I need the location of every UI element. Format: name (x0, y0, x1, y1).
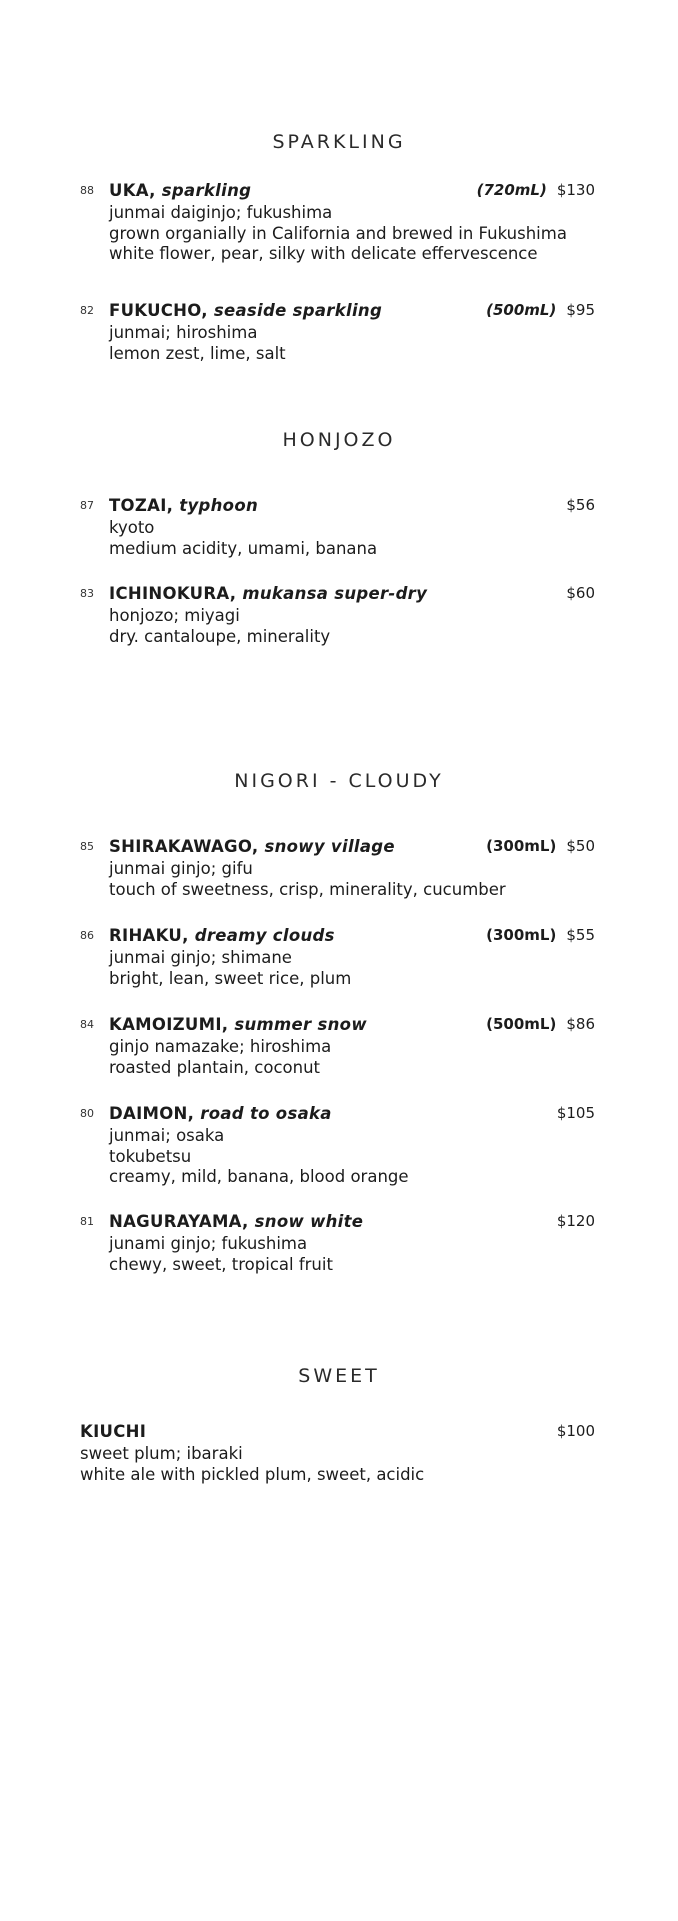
item-detail: tokubetsu (109, 1146, 192, 1166)
item-index: 87 (80, 499, 94, 512)
section-title-sweet: SWEET (298, 1365, 380, 1387)
item-size: (300mL) (486, 926, 557, 944)
item-price: $95 (566, 301, 595, 319)
menu-item-fukucho (80, 301, 595, 364)
item-tagline: road to osaka (200, 1104, 332, 1123)
item-detail: junmai ginjo; shimane (109, 948, 292, 967)
item-name: ICHINOKURA, mukansa super-dry (109, 584, 428, 603)
item-index: 81 (80, 1215, 94, 1228)
item-detail: junmai; hiroshima (109, 323, 258, 342)
item-name: SHIRAKAWAGO, snowy village (109, 837, 395, 856)
item-detail: junmai; osaka (109, 1126, 225, 1145)
item-price: $130 (556, 181, 595, 199)
item-detail: junmai ginjo; gifu (109, 859, 253, 878)
item-index: 85 (80, 840, 94, 853)
item-index: 86 (80, 929, 94, 942)
item-tagline: sparkling (161, 181, 252, 200)
item-detail: junmai daiginjo; fukushima (109, 203, 333, 222)
item-detail: bright, lean, sweet rice, plum (109, 968, 352, 988)
item-index: 83 (80, 587, 94, 600)
item-detail: dry. cantaloupe, minerality (109, 626, 331, 646)
item-tagline: snowy village (264, 837, 395, 856)
item-name: FUKUCHO, seaside sparkling (109, 301, 383, 320)
menu-item-kiuchi (80, 1422, 595, 1485)
menu-item-kamoizumi (80, 1015, 595, 1078)
item-index: 84 (80, 1018, 94, 1031)
item-detail: chewy, sweet, tropical fruit (109, 1254, 333, 1274)
item-detail: honjozo; miyagi (109, 606, 240, 625)
item-price: $86 (566, 1015, 595, 1033)
item-price: $100 (556, 1422, 595, 1440)
item-name: TOZAI, typhoon (109, 496, 258, 515)
item-index: 80 (80, 1107, 94, 1120)
item-name: DAIMON, road to osaka (109, 1104, 332, 1123)
menu-item-uka (80, 181, 595, 265)
item-tagline: mukansa super-dry (242, 584, 428, 603)
item-index: 82 (80, 304, 94, 317)
item-name: NAGURAYAMA, snow white (109, 1212, 364, 1231)
item-tagline: typhoon (179, 496, 258, 515)
item-detail: sweet plum; ibaraki (80, 1444, 243, 1463)
item-name: UKA, sparkling (109, 181, 252, 200)
menu-item-ichinokura (80, 584, 595, 647)
item-name: KIUCHI (80, 1422, 147, 1441)
item-name: RIHAKU, dreamy clouds (109, 926, 335, 945)
item-detail: grown organially in California and brewed in Fukushima (109, 223, 567, 243)
section-title-nigori: NIGORI - CLOUDY (234, 770, 444, 792)
item-detail: junami ginjo; fukushima (109, 1234, 308, 1253)
item-detail: kyoto (109, 518, 155, 537)
item-tagline: seaside sparkling (213, 301, 383, 320)
item-price: $105 (556, 1104, 595, 1122)
item-index: 88 (80, 184, 94, 197)
item-price: $120 (556, 1212, 595, 1230)
section-title-sparkling: SPARKLING (272, 131, 406, 153)
item-price: $50 (566, 837, 595, 855)
item-price: $60 (566, 584, 595, 602)
item-detail: white flower, pear, silky with delicate effervescence (109, 244, 538, 263)
menu-item-shirakawago (80, 837, 595, 900)
section-title-honjozo: HONJOZO (282, 429, 396, 451)
item-price: $55 (566, 926, 595, 944)
item-price: $56 (566, 496, 595, 514)
menu-item-daimon (80, 1104, 595, 1188)
menu-item-tozai (80, 496, 595, 559)
item-detail: roasted plantain, coconut (109, 1057, 321, 1077)
item-detail: ginjo namazake; hiroshima (109, 1037, 332, 1056)
item-tagline: summer snow (234, 1015, 367, 1034)
item-detail: white ale with pickled plum, sweet, acidic (80, 1464, 425, 1484)
menu-item-nagurayama (80, 1212, 595, 1275)
item-detail: creamy, mild, banana, blood orange (109, 1167, 409, 1186)
item-size: (720mL) (476, 181, 547, 199)
item-size: (500mL) (486, 301, 557, 319)
menu-item-rihaku (80, 926, 595, 989)
item-detail: lemon zest, lime, salt (109, 343, 286, 363)
item-tagline: snow white (254, 1212, 364, 1231)
item-size: (300mL) (486, 837, 557, 855)
item-size: (500mL) (486, 1015, 557, 1033)
item-name: KAMOIZUMI, summer snow (109, 1015, 367, 1034)
item-tagline: dreamy clouds (194, 926, 335, 945)
item-detail: medium acidity, umami, banana (109, 538, 378, 558)
item-detail: touch of sweetness, crisp, minerality, cucumber (109, 879, 506, 899)
